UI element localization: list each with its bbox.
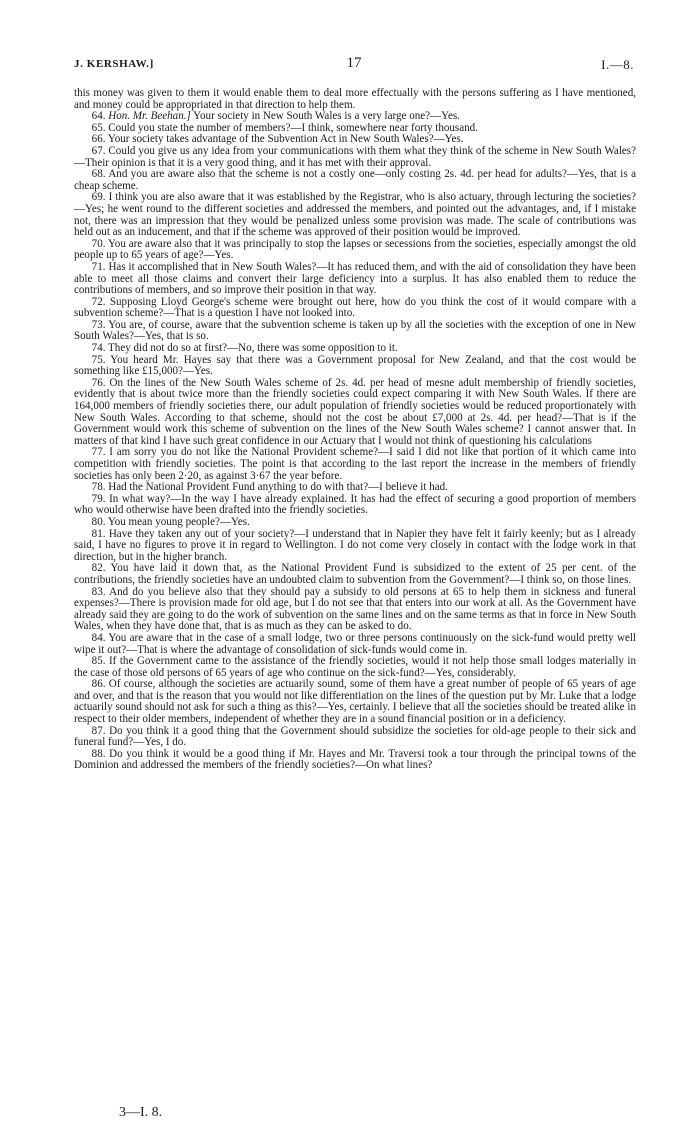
witness-name-header: J. KERSHAW.] <box>74 58 154 70</box>
question-paragraph <box>74 749 636 772</box>
question-number: 76. <box>91 376 106 389</box>
question-paragraph <box>74 297 636 320</box>
question-paragraph <box>74 320 636 343</box>
question-paragraph <box>74 192 636 238</box>
paragraph-text: You are aware that in the case of a small lodge, two or three persons continuously on the sick-fund would pretty well wipe it out?—That is where the advantage of consolidation of sick-funds would come in. <box>74 631 636 656</box>
paragraph-text: You are aware also that it was principally to stop the lapses or secessions from the societies, especially amongst the old people up to 65 years of age?—Yes. <box>74 237 636 262</box>
paragraph-text: Your society in New South Wales is a very large one?—Yes. <box>193 110 460 123</box>
paragraph-text: They did not do so at first?—No, there was some opposition to it. <box>108 342 398 355</box>
question-number: 69. <box>91 191 106 204</box>
question-number: 71. <box>91 260 106 273</box>
question-paragraph <box>74 587 636 633</box>
question-number: 81. <box>91 527 106 540</box>
paragraph-text: You mean young people?—Yes. <box>107 515 250 528</box>
paragraph-text: If the Government came to the assistance of the friendly societies, would it not help those small lodges materially in the case of those old persons of 65 years of age who continue on the sick-fund?—Yes, considerably. <box>74 655 637 679</box>
question-number: 84. <box>91 631 106 644</box>
question-number: 73. <box>91 318 106 331</box>
question-paragraph <box>74 447 636 482</box>
paragraph-text: On the lines of the New South Wales scheme of 2s. 4d. per head of mesne adult membership of friendly societies, evidently that is about twice more than the friendly societies could expect comparing it with New South Wales. If there are 164,000 members of friendly societies there, our adult population of friendly societies would be reduced proportionately with New South Wales. According to that scheme, should not the cost be about £7,000 at 2s. 4d. per head?—That is if the Government would work this scheme of subvention on the lines of the New South Wales scheme? I cannot answer that. In matters of that kind I have such great confidence in our Actuary that I would not think of questioning his calculations <box>74 376 636 447</box>
question-paragraph <box>74 633 636 656</box>
question-paragraph <box>74 656 636 679</box>
question-paragraph <box>74 262 636 297</box>
paragraph-text: You are, of course, aware that the subvention scheme is taken up by all the societies with the exception of one in New South Wales?—Yes, that is so. <box>74 318 637 343</box>
question-number: 79. <box>91 492 106 505</box>
evidence-text <box>74 88 636 772</box>
paragraph-text: Your society takes advantage of the Subvention Act in New South Wales?—Yes. <box>107 133 464 146</box>
paragraph-text: Has it accomplished that in New South Wales?—It has reduced them, and with the aid of consolidation they have been able to meet all those claims and convert their large deficiency into a surplus. It has also enabled them to reduce the contributions of members, and so improve their position in that way. <box>74 260 637 297</box>
question-number: 67. <box>91 144 106 157</box>
paragraph-text: Have they taken any out of your society?—I understand that in Napier they have felt it fairly keenly; but as I already said, I have no figures to prove it in regard to Wellington. I do not come very closely in contact with the lodge work in that direction, but in the higher branch. <box>74 527 636 563</box>
question-number: 65. <box>91 121 106 134</box>
paragraph-text: I am sorry you do not like the National Provident scheme?—I said I did not like that portion of it which came into competition with friendly societies. The point is that according to the last report the increase in the members of friendly societies has only been 2·20, as against 3·67 the year before. <box>74 446 637 482</box>
question-number: 75. <box>91 353 106 366</box>
paragraph-text: You have laid it down that, as the National Provident Fund is subsidized to the extent of 25 per cent. of the contributions, the friendly societies have an undoubted claim to subvention from the Government?—I think so, on those lines. <box>74 562 636 586</box>
question-number: 86. <box>91 678 106 691</box>
question-number: 74. <box>91 342 106 355</box>
question-number: 80. <box>91 515 106 528</box>
question-paragraph <box>74 563 636 586</box>
paragraph-text: You heard Mr. Hayes say that there was a Government proposal for New Zealand, and that the cost would be something like £15,000?—Yes. <box>74 353 636 378</box>
paragraph-text: And you are aware also that the scheme is not a costly one—only costing 2s. 4d. per head for adults?—Yes, that is a cheap scheme. <box>74 168 637 192</box>
question-number: 88. <box>91 747 106 760</box>
questioner-name: Hon. Mr. Beehan.] <box>108 110 191 123</box>
question-paragraph <box>74 355 636 378</box>
question-number: 72. <box>91 295 106 308</box>
question-paragraph <box>74 726 636 749</box>
question-number: 68. <box>91 168 106 181</box>
question-number: 83. <box>91 585 106 598</box>
paragraph-text: Do you think it a good thing that the Government should subsidize the societies for old-age people to their sick and funeral fund?—Yes, I do. <box>74 724 637 749</box>
question-paragraph <box>74 239 636 262</box>
question-paragraph <box>74 146 636 169</box>
question-number: 85. <box>91 655 106 668</box>
question-paragraph <box>74 169 636 192</box>
question-paragraph <box>74 529 636 564</box>
page-number: 17 <box>346 55 362 71</box>
question-number: 78. <box>91 481 106 494</box>
paper-reference: I.—8. <box>601 57 634 72</box>
page-header <box>74 55 634 78</box>
paragraph-text: In what way?—In the way I have already explained. It has had the effect of securing a good proportion of members who would otherwise have been drafted into the friendly societies. <box>74 492 637 517</box>
question-number: 82. <box>91 562 106 575</box>
question-number: 66. <box>91 133 106 146</box>
paragraph-text: And do you believe also that they should pay a subsidy to old persons at 65 to help them in sickness and funeral expenses?—There is provision made for old age, but I do not see that that enters into our work at all. As the Government have already said they are going to do the work of subvention on the same lines and on the same terms as that in force in New South Wales, when they have done that, that is as much as they can be asked to do. <box>74 585 636 633</box>
paragraph-text: Could you state the number of members?—I think, somewhere near forty thousand. <box>108 121 478 134</box>
signature-mark: 3—I. 8. <box>119 1105 163 1120</box>
question-paragraph <box>74 88 636 111</box>
paragraph-text: Do you think it would be a good thing if Mr. Hayes and Mr. Traversi took a tour through the principal towns of the Dominion and addressed the members of the friendly societies?—On what lines? <box>74 747 636 772</box>
question-number: 70. <box>91 237 106 250</box>
paragraph-text: Of course, although the societies are actuarily sound, some of them have a great number of people of 65 years of age and over, and that is the reason that you would not like differentiation on the lines of the question put by Mr. Luke that a lodge actuarily sound should not ask for such a thing as this?—Yes, certainly. I believe that all the societies should be treated alike in respect to their older members, independent of whether they are in a sound financial position or in a deficiency. <box>74 678 636 726</box>
paragraph-text: Supposing Lloyd George's scheme were brought out here, how do you think the cost of it would compare with a subvention scheme?—That is a question I have not looked into. <box>74 295 637 320</box>
question-number: 87. <box>91 724 106 737</box>
question-paragraph <box>74 378 636 448</box>
question-number: 77. <box>91 446 106 459</box>
question-paragraph <box>74 679 636 725</box>
question-number: 64. <box>91 110 106 123</box>
paragraph-text: this money was given to them it would enable them to deal more effectually with the persons suffering as I have mentioned, and money could be appropriated in that direction to help them. <box>74 87 636 111</box>
paragraph-text: Could you give us any idea from your communications with them what they think of the scheme in New South Wales?—Their opinion is that it is a very good thing, and it has met with their approval. <box>74 144 636 169</box>
question-paragraph <box>74 494 636 517</box>
paragraph-text: I think you are also aware that it was established by the Registrar, who is also actuary, through lecturing the societies?—Yes; he went round to the different societies and addressed the members, and pointed out the advantages, and, if I mistake not, there was an impression that they would be penalized unless some provision was made. The scale of contributions was held out as an inducement, and that if the scheme was approved of their position would be improved. <box>74 191 636 239</box>
paragraph-text: Had the National Provident Fund anything to do with that?—I believe it had. <box>108 481 448 494</box>
